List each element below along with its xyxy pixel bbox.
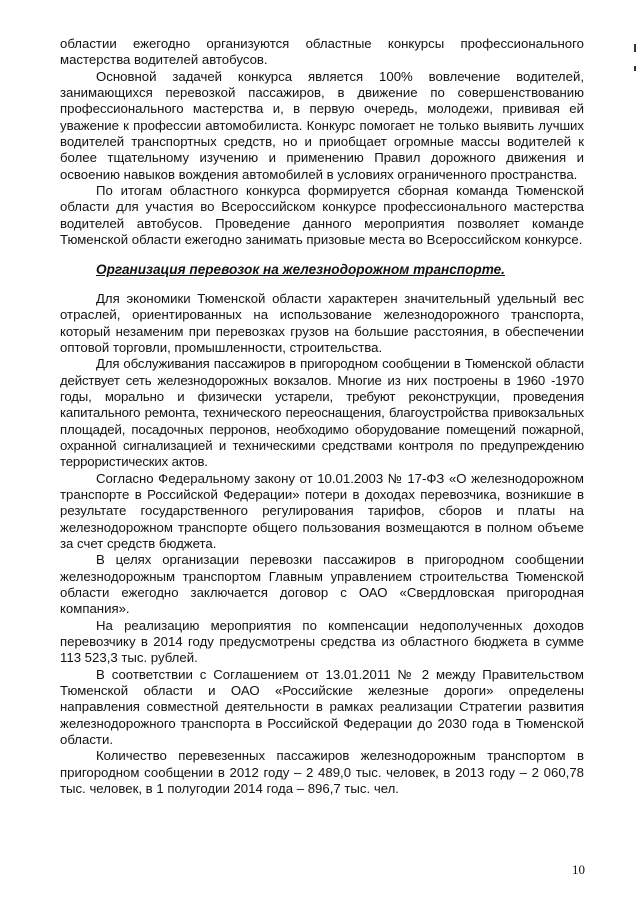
paragraph-passenger-statistics: Количество перевезенных пассажиров железнодорожным транспортом в пригородном сообщении в 2012 году – 2 489,0 тыс. человек, в 2013 году – 2 060,78 тыс. человек, в 1 полугодии 2014 года – 896,7 тыс. чел.	[60, 748, 584, 797]
paragraph-rzd-agreement: В соответствии с Соглашением от 13.01.2011 № 2 между Правительством Тюменской области и ОАО «Российские железные дороги» определены направления совместной деятельности в рамках реализации Стратегии развития железнодорожного транспорта в Российской Федерации до 2030 года в Тюменской области.	[60, 666, 584, 748]
paragraph-contest-results: По итогам областного конкурса формируется сборная команда Тюменской области для участия во Всероссийском конкурсе профессионального мастерства водителей автобусов. Проведение данного мероприятия позволяет команде Тюменской области ежегодно занимать призовые места во Всероссийском конкурсе.	[60, 183, 584, 248]
paragraph-contest-goal: Основной задачей конкурса является 100% вовлечение водителей, занимающихся перевозкой пассажиров, в движение по совершенствованию профессионального мастерства и, в первую очередь, молодежи, прививая ей уважение к профессии автомобилиста. Конкурс помогает не только выявить лучших водителей транспортных средств, но и приобщает огромные массы водителей к более тщательному изучению и применению Правил дорожного движения и освоению навыков вождения автомобилей в условиях ограниченного пространства.	[60, 68, 584, 182]
scan-edge-mark	[634, 44, 636, 52]
section-heading-railway: Организация перевозок на железнодорожном транспорте.	[96, 262, 505, 278]
paragraph-contests-intro: областии ежегодно организуются областные конкурсы профессионального мастерства водителей автобусов.	[60, 36, 584, 68]
document-body	[60, 36, 584, 797]
page-number: 10	[572, 862, 585, 877]
paragraph-federal-law: Согласно Федеральному закону от 10.01.2003 № 17-ФЗ «О железнодорожном транспорте в Российской Федерации» потери в доходах перевозчика, возникшие в результате государственного регулирования тарифов, сборов и платы на железнодорожном транспорте общего пользования возмещаются в полном объеме за счет средств бюджета.	[60, 470, 584, 551]
scan-edge-mark	[634, 66, 636, 71]
paragraph-compensation-budget: На реализацию мероприятия по компенсации недополученных доходов перевозчику в 2014 году предусмотрены средства из областного бюджета в сумме 113 523,3 тыс. рублей.	[60, 617, 584, 666]
paragraph-passenger-contract: В целях организации перевозки пассажиров в пригородном сообщении железнодорожным транспортом Главным управлением строительства Тюменской области ежегодно заключается договор с ОАО «Свердловская пригородная компания».	[60, 552, 584, 617]
paragraph-railway-stations: Для обслуживания пассажиров в пригородном сообщении в Тюменской области действует сеть железнодорожных вокзалов. Многие из них построены в 1960 -1970 годы, морально и физически устарели, требуют реконструкции, проведения капитального ремонта, технического переоснащения, благоустройства привокзальных площадей, посадочных перронов, необходимо оборудование помещений пожарной, охранной сигнализацией и техническими средствами контроля по предупреждению террористических актов.	[60, 356, 584, 470]
paragraph-railway-economy: Для экономики Тюменской области характерен значительный удельный вес отраслей, ориентированных на использование железнодорожного транспорта, который незаменим при перевозках грузов на большие расстояния, в обеспечении оптовой торговли, промышленности, строительства.	[60, 290, 584, 355]
